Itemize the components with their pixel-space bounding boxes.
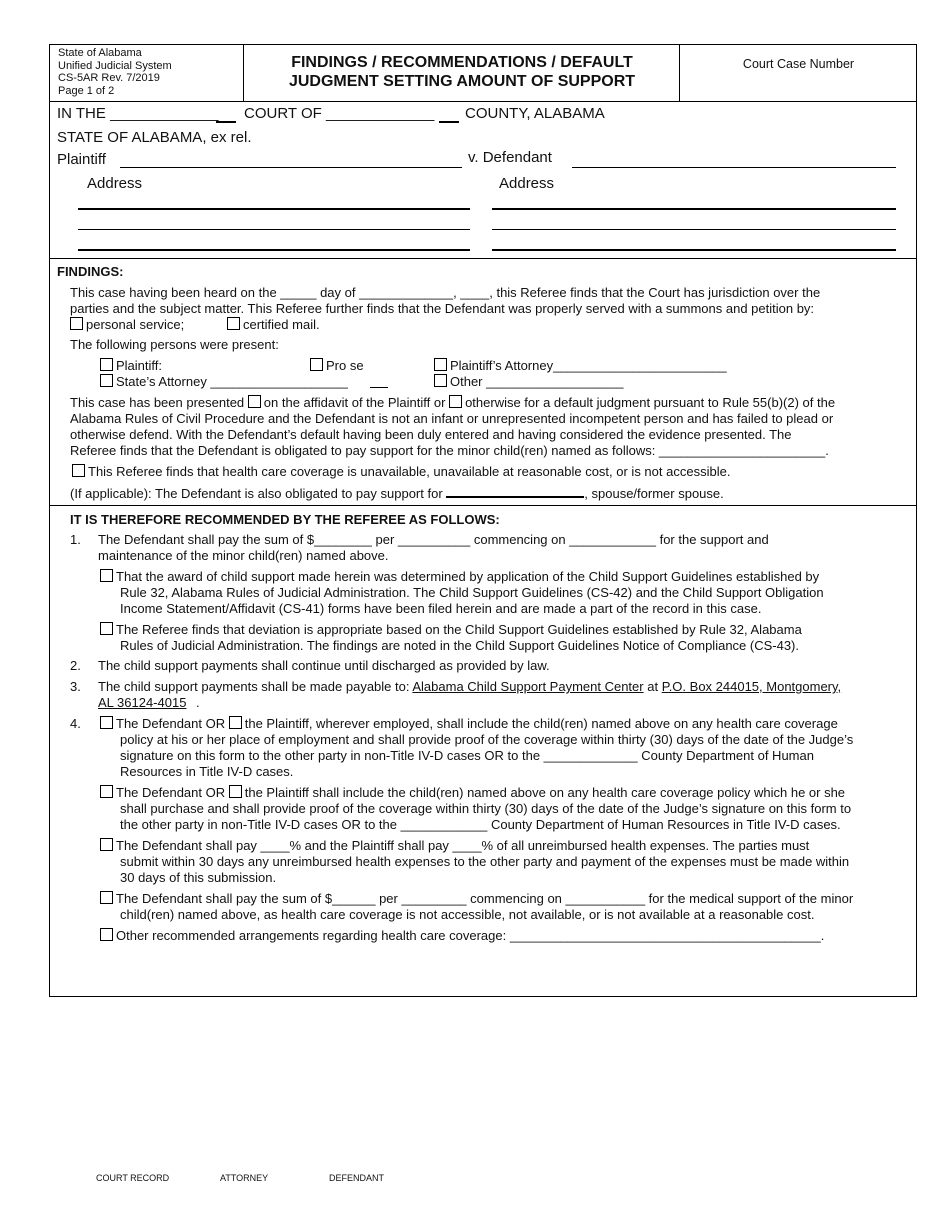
- present-plaintiff-attorney-option[interactable]: Plaintiff’s Attorney________________________: [434, 358, 727, 374]
- org-line: Page 1 of 2: [58, 84, 115, 97]
- findings-text: This case having been heard on the _____ day of _____________, ____, this Referee finds that the Court has jurisdiction over the: [70, 285, 821, 300]
- section-divider: [50, 505, 916, 506]
- form-title: FINDINGS / RECOMMENDATIONS / DEFAULT JUDGMENT SETTING AMOUNT OF SUPPORT: [245, 45, 680, 101]
- plaintiff-address-label: Address: [87, 175, 143, 192]
- checkbox-icon[interactable]: [229, 785, 242, 798]
- plaintiff-label: Plaintiff: [57, 151, 106, 168]
- checkbox-icon[interactable]: [100, 358, 113, 371]
- present-pro-se-option[interactable]: Pro se: [310, 358, 364, 374]
- org-line: CS-5AR Rev. 7/2019: [58, 72, 160, 84]
- defendant-label: v. Defendant: [468, 149, 552, 166]
- checkbox-icon[interactable]: [72, 464, 85, 477]
- footer-court-record: COURT RECORD: [96, 1173, 170, 1183]
- affidavit-checkbox[interactable]: [248, 395, 261, 408]
- present-plaintiff-option[interactable]: Plaintiff:: [100, 358, 162, 374]
- org-line: Unified Judicial System: [58, 59, 172, 72]
- certified-mail-option[interactable]: certified mail.: [227, 317, 320, 333]
- personal-service-option[interactable]: personal service;: [70, 317, 184, 333]
- health-unavailable-option[interactable]: This Referee finds that health care coverage is unavailable, unavailable at reasonable cost, or is not accessible.: [72, 464, 730, 480]
- findings-text: parties and the subject matter. This Referee further finds that the Defendant was properly served with a summons and petition by:: [70, 301, 815, 316]
- item-number: 4.: [70, 716, 81, 731]
- item-text: Rule 32, Alabama Rules of Judicial Administration. The Child Support Guidelines (CS-42) and the Child Support Obligation: [120, 585, 824, 600]
- defendant-name-field[interactable]: [572, 167, 896, 168]
- section-divider: [50, 258, 916, 259]
- other-arrangements-option[interactable]: Other recommended arrangements regarding health care coverage: ___________________________________________.: [100, 928, 824, 944]
- present-intro: The following persons were present:: [70, 337, 279, 352]
- item-text: the other party in non-Title IV-D cases OR to the ____________ County Department of Human Resources in Title IV-D cases.: [120, 817, 841, 832]
- checkbox-icon[interactable]: [434, 374, 447, 387]
- county-alabama-label: COUNTY, ALABAMA: [465, 105, 605, 122]
- footer-defendant: DEFENDANT: [329, 1173, 385, 1183]
- default-presented-line: This case has been presented on the affidavit of the Plaintiff or otherwise for a default judgment pursuant to Rule 55(b)(2) of the: [70, 395, 836, 410]
- item-number: 2.: [70, 658, 81, 673]
- item-3-text: The child support payments shall be made payable to: Alabama Child Support Payment Center at P.O. Box 244015, Montgomery,: [98, 679, 842, 694]
- plaintiff-address-line-3[interactable]: [78, 249, 470, 251]
- purchased-coverage-option[interactable]: The Defendant OR the Plaintiff shall include the child(ren) named above on any health care coverage policy which he or she: [100, 785, 845, 801]
- checkbox-icon[interactable]: [100, 785, 113, 798]
- item-1-text: maintenance of the minor child(ren) named above.: [98, 548, 389, 563]
- item-number: 1.: [70, 532, 81, 547]
- checkbox-icon[interactable]: [100, 374, 113, 387]
- item-text: 30 days of this submission.: [120, 870, 277, 885]
- present-state-attorney-option[interactable]: State’s Attorney ___________________: [100, 374, 348, 390]
- recommend-heading: IT IS THEREFORE RECOMMENDED BY THE REFEREE AS FOLLOWS:: [70, 512, 500, 527]
- case-number-field[interactable]: Court Case Number: [742, 57, 855, 71]
- court-of-county[interactable]: COURT OF _____________: [244, 105, 435, 122]
- checkbox-icon[interactable]: [434, 358, 447, 371]
- item-text: Income Statement/Affidavit (CS-41) forms have been filed herein and are made a part of the record in this case.: [120, 601, 762, 616]
- form-id-block: [50, 45, 244, 101]
- item-text: child(ren) named above, as health care coverage is not accessible, not available, or is not available at a reasonable cost.: [120, 907, 815, 922]
- default-judgment-checkbox[interactable]: [449, 395, 462, 408]
- spouse-support-line: (If applicable): The Defendant is also obligated to pay support for , spouse/former spouse.: [70, 486, 724, 501]
- form-header: [50, 45, 916, 102]
- in-the-court[interactable]: IN THE _____________: [57, 105, 219, 122]
- checkbox-icon[interactable]: [100, 716, 113, 729]
- present-other-option[interactable]: Other ___________________: [434, 374, 624, 390]
- checkbox-icon[interactable]: [100, 838, 113, 851]
- checkbox-icon[interactable]: [100, 622, 113, 635]
- defendant-address-line-1[interactable]: [492, 208, 896, 210]
- default-text: otherwise defend. With the Defendant’s default having been duly entered and having considered the evidence presented. The: [70, 427, 792, 442]
- deviation-option[interactable]: The Referee finds that deviation is appropriate based on the Child Support Guidelines established by Rule 32, Alabama: [100, 622, 802, 638]
- spouse-name-field[interactable]: [446, 485, 584, 498]
- checkbox-icon[interactable]: [229, 716, 242, 729]
- checkbox-icon[interactable]: [310, 358, 323, 371]
- item-text: submit within 30 days any unreimbursed health expenses to the other party and payment of the expenses must be made within: [120, 854, 850, 869]
- item-number: 3.: [70, 679, 81, 694]
- unreimbursed-expenses-option[interactable]: The Defendant shall pay ____% and the Plaintiff shall pay ____% of all unreimbursed health expenses. The parties must: [100, 838, 809, 854]
- defendant-address-line-2[interactable]: [492, 229, 896, 230]
- checkbox-icon[interactable]: [100, 928, 113, 941]
- findings-heading: FINDINGS:: [57, 264, 124, 279]
- item-text: policy at his or her place of employment and shall provide proof of the coverage within thirty (30) days of the date of the Judge’s: [120, 732, 854, 747]
- item-text: Rules of Judicial Administration. The findings are noted in the Child Support Guidelines Notice of Compliance (CS-43).: [120, 638, 800, 653]
- item-2-text: The child support payments shall continue until discharged as provided by law.: [98, 658, 550, 673]
- checkbox-icon[interactable]: [100, 569, 113, 582]
- org-line: State of Alabama: [58, 47, 142, 59]
- default-text: Alabama Rules of Civil Procedure and the Defendant is not an infant or unrepresented incompetent person and has failed to plead or: [70, 411, 834, 426]
- guidelines-applied-option[interactable]: That the award of child support made herein was determined by application of the Child Support Guidelines established by: [100, 569, 819, 585]
- item-text: signature on this form to the other party in non-Title IV-D cases OR to the _____________ County Department of Human: [120, 748, 814, 763]
- item-1-text: The Defendant shall pay the sum of $________ per __________ commencing on ____________ for the support and: [98, 532, 769, 547]
- checkbox-icon[interactable]: [100, 891, 113, 904]
- plaintiff-address-line-2[interactable]: [78, 229, 470, 230]
- checkbox-icon[interactable]: [227, 317, 240, 330]
- item-text: Resources in Title IV-D cases.: [120, 764, 294, 779]
- footer-attorney: ATTORNEY: [220, 1173, 269, 1183]
- state-ex-rel-label: STATE OF ALABAMA, ex rel.: [57, 129, 252, 146]
- default-text: Referee finds that the Defendant is obligated to pay support for the minor child(ren) named as follows: _______________________.: [70, 443, 829, 458]
- item-text: shall purchase and shall provide proof of the coverage within thirty (30) days of the date of the Judge’s signature on this form to: [120, 801, 852, 816]
- defendant-address-line-3[interactable]: [492, 249, 896, 251]
- checkbox-icon[interactable]: [70, 317, 83, 330]
- plaintiff-name-field[interactable]: [120, 167, 462, 168]
- employer-coverage-option[interactable]: The Defendant OR the Plaintiff, wherever employed, shall include the child(ren) named above on any health care coverage: [100, 716, 838, 732]
- plaintiff-address-line-1[interactable]: [78, 208, 470, 210]
- defendant-address-label: Address: [499, 175, 555, 192]
- medical-support-option[interactable]: The Defendant shall pay the sum of $______ per _________ commencing on ___________ for the medical support of the minor: [100, 891, 853, 907]
- item-3-text: AL 36124-4015: [98, 695, 187, 710]
